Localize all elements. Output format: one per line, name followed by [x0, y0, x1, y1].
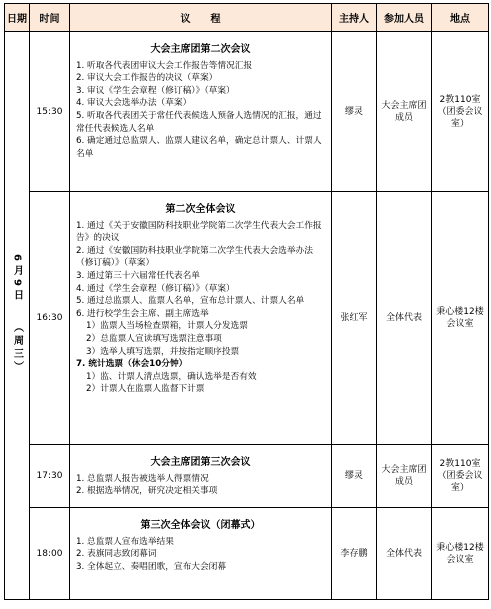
agenda-item: 1. 总监票人宣布选举结果 [76, 536, 174, 547]
agenda-item: 4. 审议大会选举办法（草案） [76, 98, 192, 109]
header-agenda: 议 程 [70, 4, 332, 32]
agenda-item: 4. 通过《学生会章程（修订稿）》（草案） [76, 283, 235, 294]
agenda-subitem: 2）计票人在监票人监督下计票 [86, 384, 205, 395]
agenda-item: 7. 统计选票（休会10分钟） [76, 359, 188, 370]
session-row [5, 508, 489, 600]
session-host: 缪灵 [332, 32, 377, 192]
agenda-item: 2. 根据选举情况，研究决定相关事项 [76, 486, 218, 497]
session-row [5, 192, 489, 445]
session-participants: 全体代表 [377, 192, 432, 445]
header-participants: 参加人员 [377, 4, 432, 32]
agenda-subitem: 3）选举人填写选票，并按指定顺序投票 [86, 346, 240, 357]
agenda-item: 3. 全体起立、奏唱团歌，宣布大会闭幕 [76, 561, 227, 572]
session-participants: 全体代表 [377, 508, 432, 600]
session-time: 15:30 [30, 32, 70, 192]
date-weekday: （周三） [11, 322, 23, 375]
agenda-subitem: 2）总监票人宣读填写选票注意事项 [86, 333, 222, 344]
header-time: 时间 [30, 4, 70, 32]
session-location: 秉心楼12楼会议室 [432, 508, 489, 600]
date-day: 6月9日 [11, 253, 23, 304]
agenda-item: 6. 进行校学生会主席、副主席选举 [76, 308, 209, 319]
session-time: 16:30 [30, 192, 70, 445]
agenda-subitem: 1）监、计票人清点选票，确认选举是否有效 [86, 371, 257, 382]
agenda-item: 5. 通过总监票人、监票人名单，宣布总计票人、计票人名单 [76, 296, 305, 307]
header-date: 日期 [5, 4, 30, 32]
session-row [5, 32, 489, 192]
agenda-item: 1. 听取各代表团审议大会工作报告等情况汇报 [76, 60, 253, 71]
session-title: 第三次全体会议（闭幕式） [140, 520, 261, 531]
session-location: 2教110室（团委会议室） [432, 445, 489, 508]
session-title: 大会主席团第三次会议 [150, 457, 251, 468]
session-row [5, 445, 489, 508]
session-title: 大会主席团第二次会议 [150, 44, 251, 55]
session-agenda [70, 192, 332, 445]
session-time: 18:00 [30, 508, 70, 600]
session-location: 秉心楼12楼会议室 [432, 192, 489, 445]
session-host: 缪灵 [332, 445, 377, 508]
agenda-item: 1. 总监票人报告被选举人得票情况 [76, 473, 209, 484]
session-location: 2教110室（团委会议室） [432, 32, 489, 192]
session-host: 李存鹏 [332, 508, 377, 600]
header-row [5, 4, 489, 32]
agenda-subitem: 1）监票人当场检查票箱，计票人分发选票 [86, 321, 248, 332]
session-host: 张红军 [332, 192, 377, 445]
agenda-item: 2. 审议大会工作报告的决议（草案） [76, 73, 218, 84]
schedule-table [4, 3, 489, 600]
agenda-item: 2. 表旗同志致闭幕词 [76, 549, 157, 560]
session-participants: 大会主席团成员 [377, 445, 432, 508]
date-cell [5, 32, 30, 600]
agenda-item: 2. 通过《安徽国防科技职业学院第二次学生代表大会选举办法（修订稿）》（草案） [76, 245, 313, 269]
session-agenda [70, 32, 332, 192]
agenda-item: 3. 通过第三十六届常任代表名单 [76, 270, 200, 281]
agenda-item: 1. 通过《关于安徽国防科技职业学院第二次学生代表大会工作报告》的决议 [76, 220, 322, 244]
header-location: 地点 [432, 4, 489, 32]
session-participants: 大会主席团成员 [377, 32, 432, 192]
session-agenda [70, 508, 332, 600]
agenda-item: 6. 确定通过总监票人、监票人建议名单，确定总计票人、计票人名单 [76, 136, 322, 159]
agenda-item: 3. 审议《学生会章程（修订稿）》（草案） [76, 85, 235, 96]
session-title: 第二次全体会议 [165, 204, 236, 215]
header-host: 主持人 [332, 4, 377, 32]
agenda-item: 5. 听取各代表团关于常任代表候选人预备人选情况的汇报，通过常任代表候选人名单 [76, 110, 322, 134]
session-time: 17:30 [30, 445, 70, 508]
session-agenda [70, 445, 332, 508]
